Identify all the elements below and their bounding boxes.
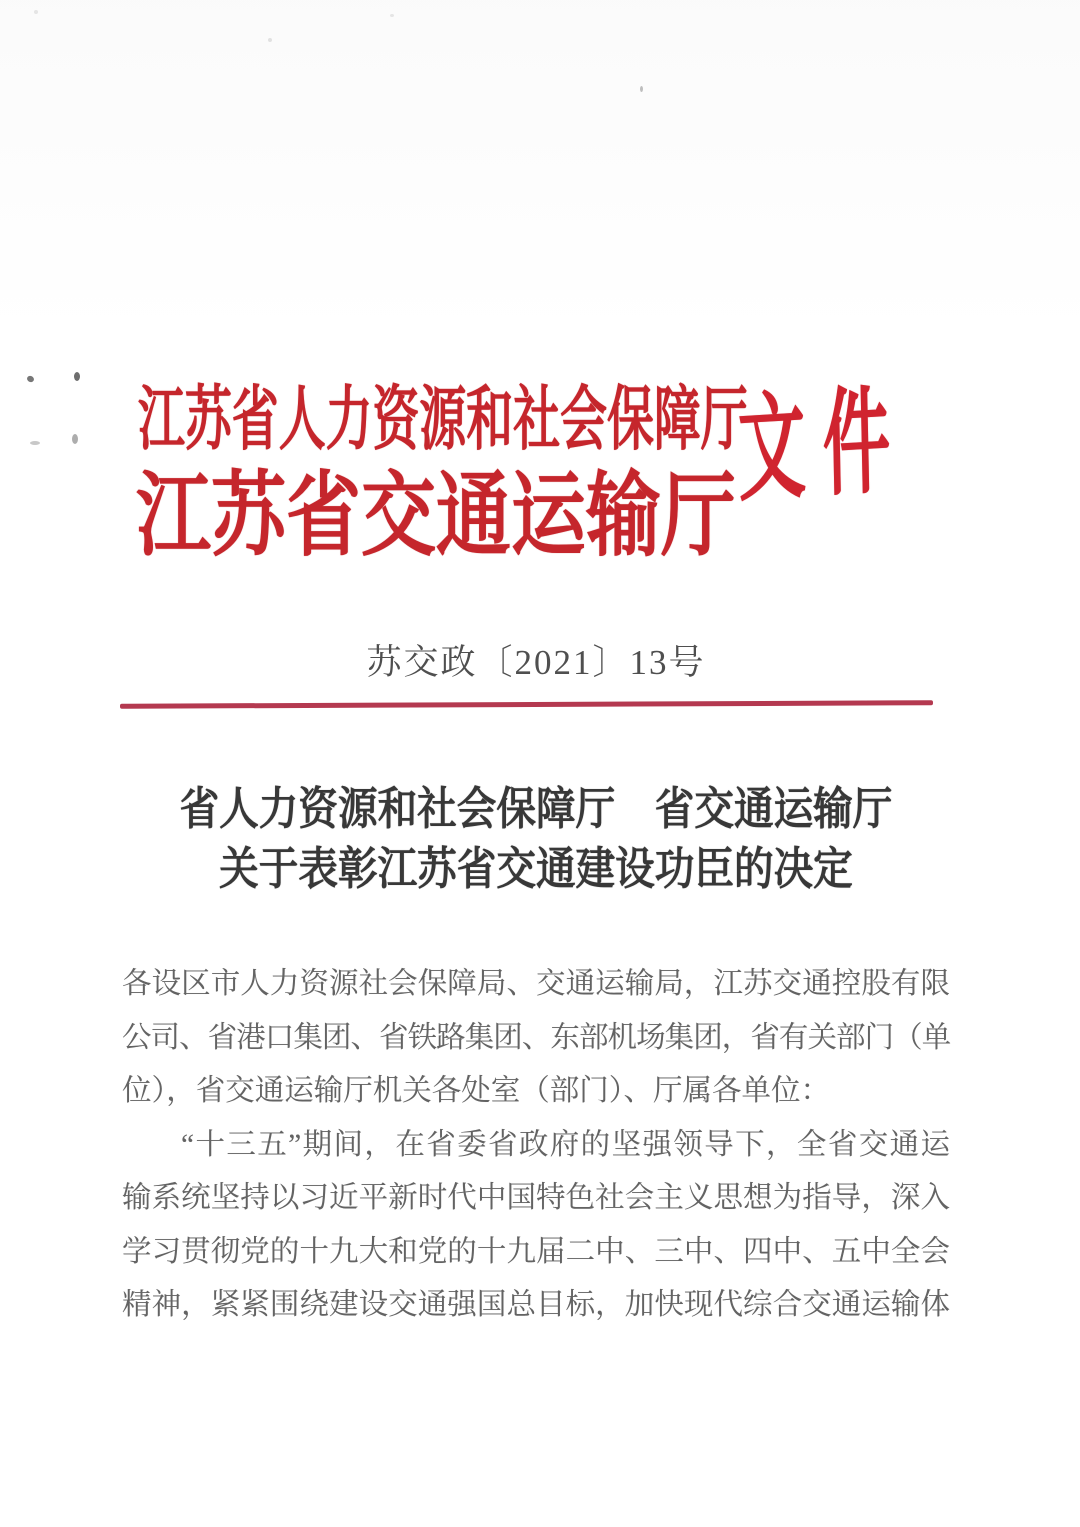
body-line: 输系统坚持以习近平新时代中国特色社会主义思想为指导，深入 [122,1182,950,1214]
red-divider-line [120,700,933,709]
document-number: 苏交政〔2021〕13号 [366,643,706,682]
body-line: 各设区市人力资源社会保障局、交通运输局，江苏交通控股有限 [122,968,950,1000]
scan-speck [268,38,272,42]
body-line: 学习贯彻党的十九大和党的十九届二中、三中、四中、五中全会 [122,1235,950,1268]
body-line: 精神，紧紧围绕建设交通强国总目标，加快现代综合交通运输体 [122,1289,950,1321]
document-body [122,958,950,1333]
scan-speck [74,372,80,381]
body-line: 公司、省港口集团、省铁路集团、东部机场集团，省有关部门（单 [122,1021,950,1054]
scan-speck [34,10,38,14]
body-line: 位），省交通运输厅机关各处室（部门）、厅属各单位： [122,1075,831,1107]
document-title-line1: 省人力资源和社会保障厅 省交通运输厅 [179,784,893,834]
document-title [122,779,950,899]
body-line: “十三五”期间，在省委省政府的坚强领导下，全省交通运 [181,1128,950,1161]
scan-speck [390,14,394,17]
scan-speck [72,434,78,444]
document-title-line2: 关于表彰江苏省交通建设功臣的决定 [219,844,853,894]
letterhead-agency-line1: 江苏省人力资源和社会保障厅 [138,382,748,459]
letterhead-agency-line2: 江苏省交通运输厅 [136,465,736,567]
scan-speck [30,441,40,445]
scan-speck [26,375,35,383]
letterhead-doc-type-marker: 文件 [736,377,909,516]
scan-speck [640,86,643,92]
